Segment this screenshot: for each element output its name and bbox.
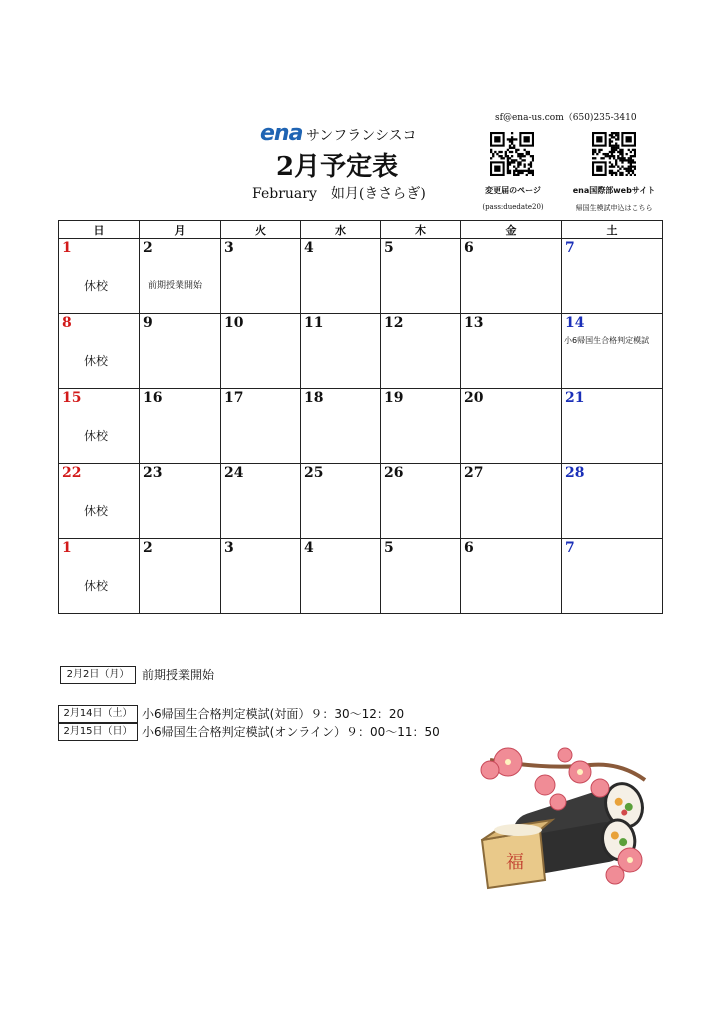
day-number: 4 bbox=[304, 240, 314, 256]
closed-note: 休校 bbox=[84, 504, 109, 518]
day-number: 18 bbox=[304, 390, 324, 406]
calendar-day-cell bbox=[59, 239, 140, 314]
weekday-header: 木 bbox=[381, 221, 461, 239]
event-date: 2月2日（月） bbox=[60, 666, 136, 684]
weekday-header: 日 bbox=[59, 221, 140, 239]
weekday-header: 水 bbox=[301, 221, 381, 239]
closed-note: 休校 bbox=[84, 354, 109, 368]
calendar-day-cell bbox=[221, 464, 301, 539]
closed-note: 休校 bbox=[84, 579, 109, 593]
day-number: 10 bbox=[224, 315, 244, 331]
day-number: 21 bbox=[565, 390, 585, 406]
event-text: 小6帰国生合格判定模試(オンライン）９：00～11：50 bbox=[142, 725, 440, 739]
qr-label-change-form: 変更届のページ bbox=[485, 186, 541, 195]
day-number: 27 bbox=[464, 465, 484, 481]
calendar-day-cell bbox=[381, 314, 461, 389]
calendar-day-cell bbox=[562, 389, 663, 464]
calendar-day-cell bbox=[461, 239, 562, 314]
weekday-header-row bbox=[59, 221, 663, 239]
calendar-day-cell bbox=[562, 314, 663, 389]
day-number: 6 bbox=[464, 540, 474, 556]
day-number: 23 bbox=[143, 465, 163, 481]
day-number: 4 bbox=[304, 540, 314, 556]
closed-note: 休校 bbox=[84, 429, 109, 443]
day-number: 26 bbox=[384, 465, 404, 481]
day-number: 3 bbox=[224, 540, 234, 556]
day-number: 5 bbox=[384, 540, 394, 556]
calendar-day-cell bbox=[381, 389, 461, 464]
day-number: 16 bbox=[143, 390, 163, 406]
day-number: 20 bbox=[464, 390, 484, 406]
day-number: 17 bbox=[224, 390, 244, 406]
qr-note-pass: (pass:duedate20) bbox=[482, 203, 544, 211]
day-number: 1 bbox=[62, 540, 72, 556]
day-number: 1 bbox=[62, 240, 72, 256]
calendar-day-cell bbox=[140, 539, 221, 614]
event-text: 小6帰国生合格判定模試(対面）９：30～12：20 bbox=[142, 707, 405, 721]
weekday-header: 土 bbox=[562, 221, 663, 239]
day-number: 15 bbox=[62, 390, 82, 406]
day-number: 9 bbox=[143, 315, 153, 331]
event-date: 2月15日（日） bbox=[58, 723, 138, 741]
calendar-week-row bbox=[59, 314, 663, 389]
calendar-day-cell bbox=[461, 464, 562, 539]
logo-text: ena bbox=[260, 121, 303, 146]
calendar-day-cell bbox=[221, 389, 301, 464]
day-number: 13 bbox=[464, 315, 484, 331]
calendar-day-cell bbox=[301, 239, 381, 314]
day-number: 28 bbox=[565, 465, 585, 481]
calendar-day-cell bbox=[301, 539, 381, 614]
day-number: 11 bbox=[304, 315, 324, 331]
day-number: 8 bbox=[62, 315, 72, 331]
calendar-day-cell bbox=[381, 239, 461, 314]
contact-info: sf@ena-us.com（650)235-3410 bbox=[495, 113, 637, 123]
day-number: 5 bbox=[384, 240, 394, 256]
day-number: 7 bbox=[565, 240, 575, 256]
event-text: 前期授業開始 bbox=[142, 668, 215, 682]
calendar-day-cell bbox=[140, 314, 221, 389]
website-qr-icon[interactable] bbox=[592, 132, 636, 176]
calendar-week-row bbox=[59, 464, 663, 539]
day-number: 25 bbox=[304, 465, 324, 481]
ena-logo bbox=[260, 121, 304, 146]
calendar-day-cell bbox=[59, 314, 140, 389]
calendar-day-cell bbox=[562, 239, 663, 314]
day-number: 12 bbox=[384, 315, 404, 331]
calendar-day-cell bbox=[59, 464, 140, 539]
change-form-qr-icon[interactable] bbox=[490, 132, 534, 176]
qr-note-exam: 帰国生模試申込はこちら bbox=[575, 204, 653, 212]
calendar-day-cell bbox=[140, 389, 221, 464]
calendar-day-cell bbox=[221, 314, 301, 389]
calendar-week-row bbox=[59, 389, 663, 464]
day-number: 3 bbox=[224, 240, 234, 256]
calendar-day-cell bbox=[221, 239, 301, 314]
calendar-day-cell bbox=[461, 539, 562, 614]
day-number: 7 bbox=[565, 540, 575, 556]
calendar-day-cell bbox=[221, 539, 301, 614]
day-number: 6 bbox=[464, 240, 474, 256]
calendar-day-cell bbox=[59, 389, 140, 464]
month-subtitle: February 如月(きさらぎ) bbox=[252, 186, 426, 202]
calendar-day-cell bbox=[140, 464, 221, 539]
calendar-week-row bbox=[59, 539, 663, 614]
calendar-table bbox=[58, 220, 663, 614]
closed-note: 休校 bbox=[84, 279, 109, 293]
day-number: 22 bbox=[62, 465, 82, 481]
calendar-day-cell bbox=[461, 389, 562, 464]
calendar-day-cell bbox=[301, 389, 381, 464]
calendar-day-cell bbox=[381, 464, 461, 539]
qr-label-website: ena国際部webサイト bbox=[572, 186, 656, 195]
setsubun-illustration-icon bbox=[470, 740, 660, 890]
day-number: 2 bbox=[143, 540, 153, 556]
calendar-day-cell bbox=[301, 464, 381, 539]
weekday-header: 火 bbox=[221, 221, 301, 239]
day-event-note: 小6帰国生合格判定模試 bbox=[564, 336, 650, 345]
day-number: 24 bbox=[224, 465, 244, 481]
weekday-header: 月 bbox=[140, 221, 221, 239]
calendar-week-row bbox=[59, 239, 663, 314]
calendar-day-cell bbox=[461, 314, 562, 389]
day-event-note: 前期授業開始 bbox=[148, 281, 203, 291]
day-number: 14 bbox=[565, 315, 585, 331]
calendar-day-cell bbox=[140, 239, 221, 314]
calendar-day-cell bbox=[301, 314, 381, 389]
calendar-day-cell bbox=[59, 539, 140, 614]
day-number: 2 bbox=[143, 240, 153, 256]
calendar-day-cell bbox=[562, 539, 663, 614]
masu-text: 福 bbox=[506, 852, 524, 873]
event-date: 2月14日（土） bbox=[58, 705, 138, 723]
day-number: 19 bbox=[384, 390, 404, 406]
weekday-header: 金 bbox=[461, 221, 562, 239]
calendar-day-cell bbox=[381, 539, 461, 614]
branch-name: サンフランシスコ bbox=[306, 128, 417, 144]
page-title: 2月予定表 bbox=[276, 152, 399, 182]
calendar-day-cell bbox=[562, 464, 663, 539]
